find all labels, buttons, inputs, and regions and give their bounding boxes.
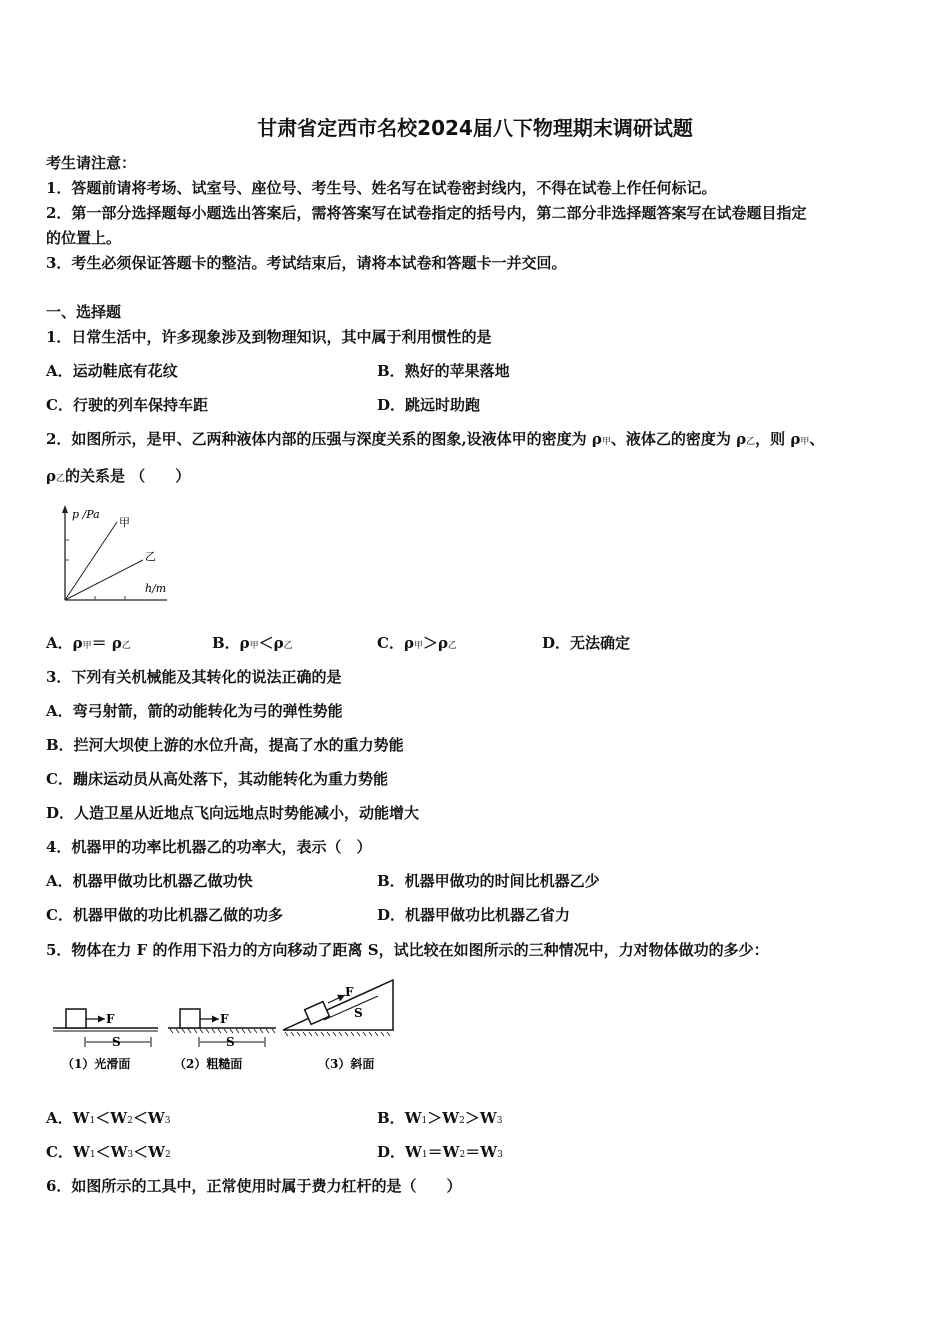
- notice-heading: 考生请注意：: [46, 154, 137, 172]
- question-4-stem: 4．机器甲的功率比机器乙的功率大，表示（ ）: [46, 838, 372, 856]
- question-3-option-d: D．人造卫星从近地点飞向远地点时势能减小，动能增大: [46, 804, 420, 822]
- question-2-stem-cont: ρ乙的关系是 （ ）: [46, 467, 191, 485]
- question-1-stem: 1．日常生活中，许多现象涉及到物理知识，其中属于利用惯性的是: [46, 328, 492, 346]
- notice-item: 的位置上。: [46, 229, 122, 247]
- question-4-option-a: A．机器甲做功比机器乙做功快: [46, 872, 253, 890]
- question-5-stem: 5．物体在力 F 的作用下沿力的方向移动了距离 S，试比较在如图所示的三种情况中，力对物体做功的多少：: [46, 941, 769, 959]
- force-label: F: [220, 1012, 229, 1026]
- question-3-stem: 3．下列有关机械能及其转化的说法正确的是: [46, 668, 342, 686]
- force-label: F: [345, 985, 354, 999]
- question-2-option-c: C．ρ甲＞ρ乙: [377, 634, 457, 652]
- question-2-stem: 2．如图所示，是甲、乙两种液体内部的压强与深度关系的图象,设液体甲的密度为 ρ甲、液体乙的密度为 ρ乙，则 ρ甲、: [46, 430, 825, 448]
- question-5-option-a: A．W1＜W2＜W3: [46, 1109, 171, 1127]
- question-4-option-b: B．机器甲做功的时间比机器乙少: [377, 872, 600, 890]
- section-heading: 一、选择题: [46, 303, 122, 321]
- pressure-depth-graph: [55, 502, 180, 607]
- question-4-option-d: D．机器甲做功比机器乙省力: [377, 906, 571, 924]
- block: [66, 1009, 86, 1028]
- caption-smooth: （1）光滑面: [62, 1057, 131, 1071]
- question-2-option-d: D．无法确定: [542, 634, 631, 652]
- graph-x-label: h/m: [145, 582, 167, 595]
- question-5-option-d: D．W1＝W2＝W3: [377, 1143, 503, 1161]
- incline: [283, 980, 393, 1030]
- question-1-option-d: D．跳远时助跑: [377, 396, 481, 414]
- work-comparison-figure: [48, 975, 413, 1075]
- question-1-option-b: B．熟好的苹果落地: [377, 362, 510, 380]
- distance-label: S: [112, 1035, 121, 1049]
- question-1-option-c: C．行驶的列车保持车距: [46, 396, 208, 414]
- question-3-option-a: A．弯弓射箭，箭的动能转化为弓的弹性势能: [46, 702, 343, 720]
- distance-label: S: [226, 1035, 235, 1049]
- page-title: 甘肃省定西市名校2024届八下物理期末调研试题: [257, 116, 693, 140]
- question-1-option-a: A．运动鞋底有花纹: [46, 362, 178, 380]
- case-rough-surface: [168, 1009, 276, 1071]
- case-incline: [283, 980, 393, 1071]
- notice-item: 1．答题前请将考场、试室号、座位号、考生号、姓名写在试卷密封线内，不得在试卷上作任何标记。: [46, 179, 717, 197]
- question-4-option-c: C．机器甲做的功比机器乙做的功多: [46, 906, 283, 924]
- question-3-option-b: B．拦河大坝使上游的水位升高，提高了水的重力势能: [46, 736, 404, 754]
- block: [180, 1009, 200, 1028]
- force-label: F: [106, 1012, 115, 1026]
- graph-line-jia-label: 甲: [119, 516, 130, 529]
- question-2-option-b: B．ρ甲＜ρ乙: [212, 634, 293, 652]
- caption-rough: （2）粗糙面: [174, 1057, 243, 1071]
- graph-line-yi-label: 乙: [145, 550, 156, 563]
- question-2-option-a: A．ρ甲＝ ρ乙: [46, 634, 131, 652]
- notice-item: 3．考生必须保证答题卡的整洁。考试结束后，请将本试卷和答题卡一并交回。: [46, 254, 567, 272]
- case-smooth-surface: [53, 1009, 158, 1071]
- question-6-stem: 6．如图所示的工具中，正常使用时属于费力杠杆的是（ ）: [46, 1177, 462, 1195]
- question-3-option-c: C．蹦床运动员从高处落下，其动能转化为重力势能: [46, 770, 388, 788]
- caption-incline: （3）斜面: [318, 1057, 375, 1071]
- question-5-option-c: C．W1＜W3＜W2: [46, 1143, 171, 1161]
- notice-item: 2．第一部分选择题每小题选出答案后，需将答案写在试卷指定的括号内，第二部分非选择题答案写在试卷题目指定: [46, 204, 807, 222]
- graph-y-label: p /Pa: [72, 508, 100, 521]
- question-5-option-b: B．W1＞W2＞W3: [377, 1109, 503, 1127]
- distance-label: S: [354, 1006, 363, 1020]
